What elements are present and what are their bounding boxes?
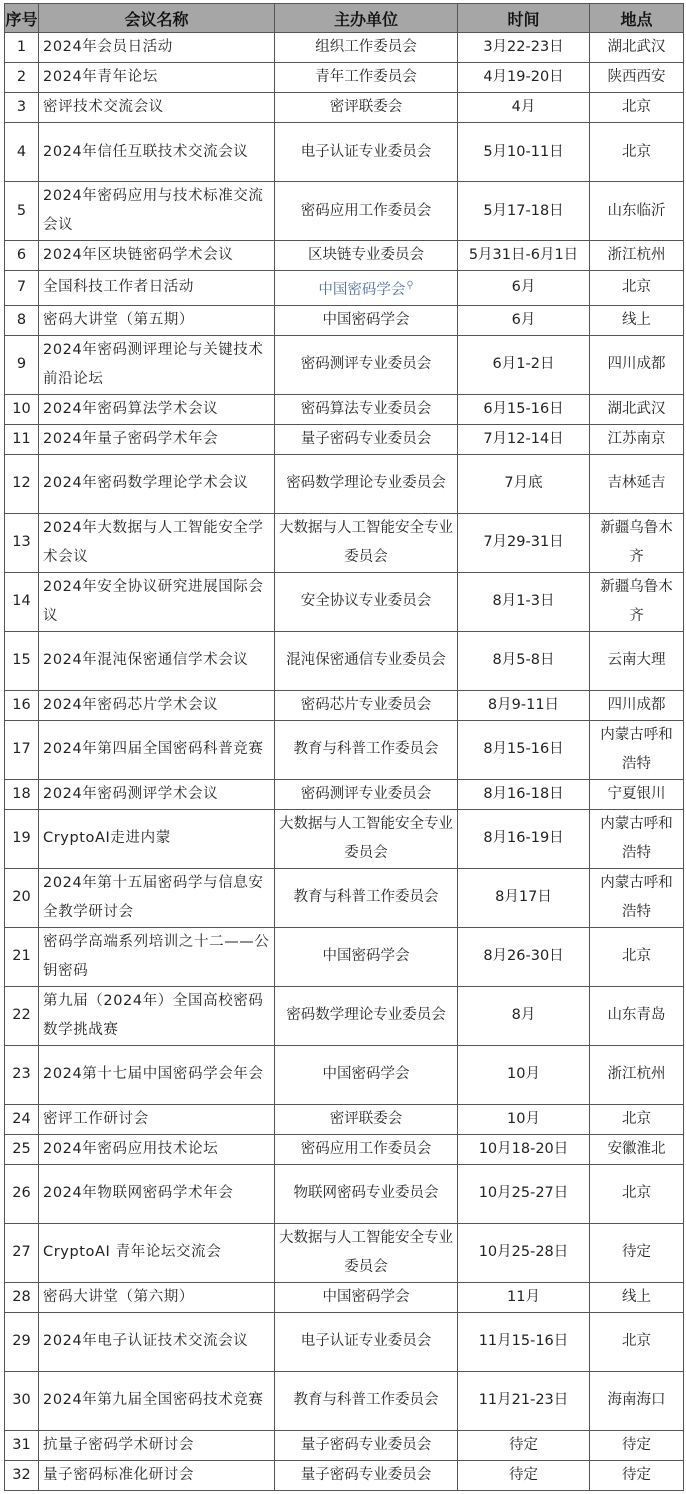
meeting-name-cell: 2024年密码应用技术论坛 xyxy=(39,1134,275,1164)
row-number: 31 xyxy=(5,1430,39,1460)
time-cell: 5月31日-6月1日 xyxy=(458,241,590,271)
organizer-cell: 混沌保密通信专业委员会 xyxy=(275,631,458,690)
organizer-cell: 安全协议专业委员会 xyxy=(275,572,458,631)
table-row xyxy=(5,809,684,868)
time-cell: 8月15-16日 xyxy=(458,720,590,779)
table-row xyxy=(5,271,684,306)
location-cell: 北京 xyxy=(590,1164,684,1223)
header-location: 地点 xyxy=(590,4,684,33)
location-cell: 江苏南京 xyxy=(590,424,684,454)
row-number: 1 xyxy=(5,33,39,63)
location-cell: 陕西西安 xyxy=(590,63,684,93)
time-cell: 8月17日 xyxy=(458,868,590,927)
location-cell: 待定 xyxy=(590,1430,684,1460)
row-number: 18 xyxy=(5,779,39,809)
location-cell: 四川成都 xyxy=(590,690,684,720)
table-row xyxy=(5,33,684,63)
row-number: 21 xyxy=(5,927,39,986)
time-cell: 8月5-8日 xyxy=(458,631,590,690)
time-cell: 11月21-23日 xyxy=(458,1371,590,1430)
location-cell: 待定 xyxy=(590,1223,684,1282)
table-row xyxy=(5,1430,684,1460)
time-cell: 4月 xyxy=(458,93,590,123)
row-number: 29 xyxy=(5,1312,39,1371)
table-row xyxy=(5,690,684,720)
time-cell: 4月19-20日 xyxy=(458,63,590,93)
header-number: 序号 xyxy=(5,4,39,33)
time-cell: 10月18-20日 xyxy=(458,1134,590,1164)
organizer-cell: 组织工作委员会 xyxy=(275,33,458,63)
location-cell: 吉林延吉 xyxy=(590,454,684,513)
table-row xyxy=(5,1282,684,1312)
location-cell: 线上 xyxy=(590,1282,684,1312)
row-number: 5 xyxy=(5,182,39,241)
meeting-name-cell: 2024年区块链密码学术会议 xyxy=(39,241,275,271)
organizer-cell: 电子认证专业委员会 xyxy=(275,123,458,182)
meeting-name-cell: 2024年混沌保密通信学术会议 xyxy=(39,631,275,690)
row-number: 16 xyxy=(5,690,39,720)
organizer-cell: 大数据与人工智能安全专业委员会 xyxy=(275,1223,458,1282)
meeting-name-cell: 2024年会员日活动 xyxy=(39,33,275,63)
meeting-name-cell: 第九届（2024年）全国高校密码数学挑战赛 xyxy=(39,986,275,1045)
location-cell: 北京 xyxy=(590,1312,684,1371)
organizer-cell: 区块链专业委员会 xyxy=(275,241,458,271)
location-cell: 云南大理 xyxy=(590,631,684,690)
row-number: 28 xyxy=(5,1282,39,1312)
location-cell: 湖北武汉 xyxy=(590,394,684,424)
location-cell: 北京 xyxy=(590,1104,684,1134)
row-number: 15 xyxy=(5,631,39,690)
table-row xyxy=(5,394,684,424)
organizer-cell: 密码测评专业委员会 xyxy=(275,335,458,394)
table-row xyxy=(5,1045,684,1104)
location-cell: 浙江杭州 xyxy=(590,241,684,271)
organizer-cell: 大数据与人工智能安全专业委员会 xyxy=(275,809,458,868)
meeting-name-cell: 密评工作研讨会 xyxy=(39,1104,275,1134)
row-number: 19 xyxy=(5,809,39,868)
location-cell: 安徽淮北 xyxy=(590,1134,684,1164)
meeting-name-cell: 2024年青年论坛 xyxy=(39,63,275,93)
row-number: 17 xyxy=(5,720,39,779)
location-cell: 山东临沂 xyxy=(590,182,684,241)
location-cell: 北京 xyxy=(590,123,684,182)
header-organizer: 主办单位 xyxy=(275,4,458,33)
time-cell: 5月17-18日 xyxy=(458,182,590,241)
row-number: 12 xyxy=(5,454,39,513)
row-number: 26 xyxy=(5,1164,39,1223)
table-row xyxy=(5,513,684,572)
row-number: 24 xyxy=(5,1104,39,1134)
row-number: 30 xyxy=(5,1371,39,1430)
location-cell: 线上 xyxy=(590,305,684,335)
meeting-name-cell: 2024年密码数学理论学术会议 xyxy=(39,454,275,513)
header-row xyxy=(5,4,684,33)
organizer-cell: 密评联委会 xyxy=(275,1104,458,1134)
table-row xyxy=(5,986,684,1045)
row-number: 3 xyxy=(5,93,39,123)
location-cell: 浙江杭州 xyxy=(590,1045,684,1104)
meeting-name-cell: 密码大讲堂（第六期） xyxy=(39,1282,275,1312)
location-cell: 新疆乌鲁木齐 xyxy=(590,572,684,631)
table-row xyxy=(5,335,684,394)
table-row xyxy=(5,1134,684,1164)
time-cell: 5月10-11日 xyxy=(458,123,590,182)
meeting-name-cell: 2024年安全协议研究进展国际会议 xyxy=(39,572,275,631)
organizer-cell: 青年工作委员会 xyxy=(275,63,458,93)
header-meeting-name: 会议名称 xyxy=(39,4,275,33)
meeting-name-cell: 2024年密码测评理论与关键技术前沿论坛 xyxy=(39,335,275,394)
meeting-name-cell: 2024第十七届中国密码学会年会 xyxy=(39,1045,275,1104)
time-cell: 7月29-31日 xyxy=(458,513,590,572)
table-row xyxy=(5,1104,684,1134)
table-row xyxy=(5,93,684,123)
table-row xyxy=(5,1164,684,1223)
organizer-cell: 量子密码专业委员会 xyxy=(275,1430,458,1460)
meeting-name-cell: CryptoAI 青年论坛交流会 xyxy=(39,1223,275,1282)
organizer-cell: 物联网密码专业委员会 xyxy=(275,1164,458,1223)
meeting-name-cell: 2024年密码应用与技术标准交流会议 xyxy=(39,182,275,241)
organizer-cell: 电子认证专业委员会 xyxy=(275,1312,458,1371)
organizer-cell: 密码应用工作委员会 xyxy=(275,1134,458,1164)
table-row xyxy=(5,1312,684,1371)
table-row xyxy=(5,454,684,513)
meeting-name-cell: 2024年密码芯片学术会议 xyxy=(39,690,275,720)
organizer-cell: 教育与科普工作委员会 xyxy=(275,720,458,779)
organizer-cell: 密评联委会 xyxy=(275,93,458,123)
organizer-cell: 大数据与人工智能安全专业委员会 xyxy=(275,513,458,572)
time-cell: 待定 xyxy=(458,1460,590,1490)
table-row xyxy=(5,1371,684,1430)
location-cell: 北京 xyxy=(590,93,684,123)
row-number: 2 xyxy=(5,63,39,93)
row-number: 32 xyxy=(5,1460,39,1490)
organizer-cell: 中国密码学会 xyxy=(275,1282,458,1312)
meeting-name-cell: 全国科技工作者日活动 xyxy=(39,271,275,306)
row-number: 8 xyxy=(5,305,39,335)
time-cell: 待定 xyxy=(458,1430,590,1460)
organizer-cell: 密码数学理论专业委员会 xyxy=(275,986,458,1045)
meeting-name-cell: 密码学高端系列培训之十二——公钥密码 xyxy=(39,927,275,986)
meeting-name-cell: 2024年大数据与人工智能安全学术会议 xyxy=(39,513,275,572)
time-cell: 6月 xyxy=(458,271,590,306)
time-cell: 11月 xyxy=(458,1282,590,1312)
table-row xyxy=(5,1223,684,1282)
organizer-cell: 密码芯片专业委员会 xyxy=(275,690,458,720)
table-row xyxy=(5,305,684,335)
time-cell: 6月 xyxy=(458,305,590,335)
organizer-cell[interactable] xyxy=(275,271,458,306)
time-cell: 10月25-28日 xyxy=(458,1223,590,1282)
conference-schedule-table xyxy=(4,3,684,1491)
meeting-name-cell: 抗量子密码学术研讨会 xyxy=(39,1430,275,1460)
time-cell: 8月1-3日 xyxy=(458,572,590,631)
time-cell: 7月底 xyxy=(458,454,590,513)
row-number: 4 xyxy=(5,123,39,182)
table-row xyxy=(5,182,684,241)
location-cell: 内蒙古呼和浩特 xyxy=(590,868,684,927)
table-row xyxy=(5,631,684,690)
location-cell: 内蒙古呼和浩特 xyxy=(590,809,684,868)
time-cell: 7月12-14日 xyxy=(458,424,590,454)
meeting-name-cell: 2024年量子密码学术年会 xyxy=(39,424,275,454)
meeting-name-cell: CryptoAI走进内蒙 xyxy=(39,809,275,868)
time-cell: 10月25-27日 xyxy=(458,1164,590,1223)
location-cell: 山东青岛 xyxy=(590,986,684,1045)
table-row xyxy=(5,424,684,454)
organizer-cell: 密码数学理论专业委员会 xyxy=(275,454,458,513)
time-cell: 10月 xyxy=(458,1104,590,1134)
meeting-name-cell: 密码大讲堂（第五期） xyxy=(39,305,275,335)
row-number: 7 xyxy=(5,271,39,306)
table-row xyxy=(5,720,684,779)
row-number: 11 xyxy=(5,424,39,454)
meeting-name-cell: 密评技术交流会议 xyxy=(39,93,275,123)
table-row xyxy=(5,572,684,631)
time-cell: 10月 xyxy=(458,1045,590,1104)
location-cell: 内蒙古呼和浩特 xyxy=(590,720,684,779)
organizer-cell: 密码算法专业委员会 xyxy=(275,394,458,424)
organizer-cell: 量子密码专业委员会 xyxy=(275,424,458,454)
row-number: 14 xyxy=(5,572,39,631)
search-icon[interactable]: ⚲ xyxy=(406,280,414,291)
meeting-name-cell: 量子密码标准化研讨会 xyxy=(39,1460,275,1490)
table-row xyxy=(5,1460,684,1490)
table-row xyxy=(5,63,684,93)
organizer-cell: 中国密码学会 xyxy=(275,1045,458,1104)
organizer-cell: 量子密码专业委员会 xyxy=(275,1460,458,1490)
organizer-cell: 中国密码学会 xyxy=(275,305,458,335)
header-time: 时间 xyxy=(458,4,590,33)
organizer-search-link[interactable]: 中国密码学会 xyxy=(318,281,406,298)
meeting-name-cell: 2024年第十五届密码学与信息安全教学研讨会 xyxy=(39,868,275,927)
table-row xyxy=(5,123,684,182)
time-cell: 11月15-16日 xyxy=(458,1312,590,1371)
time-cell: 6月1-2日 xyxy=(458,335,590,394)
row-number: 6 xyxy=(5,241,39,271)
time-cell: 8月9-11日 xyxy=(458,690,590,720)
table-row xyxy=(5,779,684,809)
row-number: 23 xyxy=(5,1045,39,1104)
time-cell: 3月22-23日 xyxy=(458,33,590,63)
time-cell: 8月 xyxy=(458,986,590,1045)
row-number: 22 xyxy=(5,986,39,1045)
location-cell: 海南海口 xyxy=(590,1371,684,1430)
location-cell: 北京 xyxy=(590,927,684,986)
row-number: 9 xyxy=(5,335,39,394)
row-number: 13 xyxy=(5,513,39,572)
time-cell: 8月16-19日 xyxy=(458,809,590,868)
location-cell: 宁夏银川 xyxy=(590,779,684,809)
organizer-cell: 密码应用工作委员会 xyxy=(275,182,458,241)
location-cell: 北京 xyxy=(590,271,684,306)
table-row xyxy=(5,927,684,986)
table-row xyxy=(5,868,684,927)
organizer-cell: 中国密码学会 xyxy=(275,927,458,986)
meeting-name-cell: 2024年信任互联技术交流会议 xyxy=(39,123,275,182)
row-number: 10 xyxy=(5,394,39,424)
row-number: 27 xyxy=(5,1223,39,1282)
location-cell: 四川成都 xyxy=(590,335,684,394)
table-row xyxy=(5,241,684,271)
time-cell: 8月26-30日 xyxy=(458,927,590,986)
location-cell: 湖北武汉 xyxy=(590,33,684,63)
meeting-name-cell: 2024年第四届全国密码科普竞赛 xyxy=(39,720,275,779)
meeting-name-cell: 2024年物联网密码学术年会 xyxy=(39,1164,275,1223)
meeting-name-cell: 2024年密码算法学术会议 xyxy=(39,394,275,424)
organizer-cell: 教育与科普工作委员会 xyxy=(275,868,458,927)
organizer-cell: 密码测评专业委员会 xyxy=(275,779,458,809)
time-cell: 8月16-18日 xyxy=(458,779,590,809)
location-cell: 新疆乌鲁木齐 xyxy=(590,513,684,572)
meeting-name-cell: 2024年第九届全国密码技术竞赛 xyxy=(39,1371,275,1430)
table-body xyxy=(5,33,684,1491)
meeting-name-cell: 2024年密码测评学术会议 xyxy=(39,779,275,809)
meeting-name-cell: 2024年电子认证技术交流会议 xyxy=(39,1312,275,1371)
time-cell: 6月15-16日 xyxy=(458,394,590,424)
location-cell: 待定 xyxy=(590,1460,684,1490)
row-number: 20 xyxy=(5,868,39,927)
row-number: 25 xyxy=(5,1134,39,1164)
organizer-cell: 教育与科普工作委员会 xyxy=(275,1371,458,1430)
